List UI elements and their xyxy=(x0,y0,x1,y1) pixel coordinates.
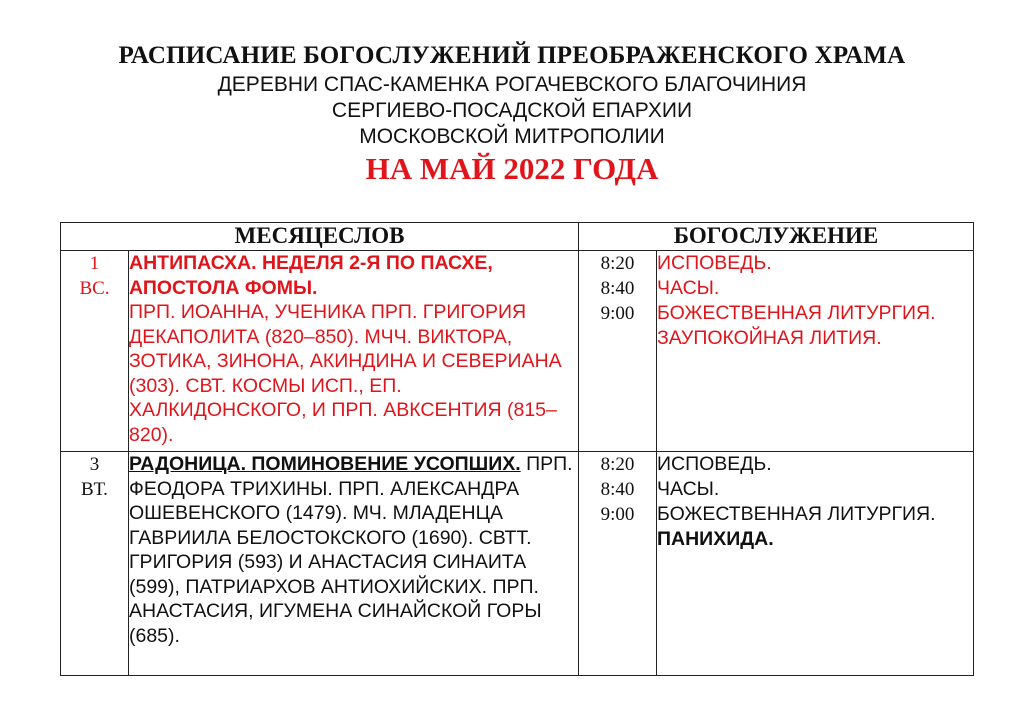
date-cell xyxy=(61,452,129,676)
day-number: 1 xyxy=(89,253,100,274)
service-item: БОЖЕСТВЕННАЯ ЛИТУРГИЯ. xyxy=(657,503,936,525)
metropolis-line: МОСКОВСКОЙ МИТРОПОЛИИ xyxy=(359,125,665,148)
diocese-line: СЕРГИЕВО-ПОСАДСКОЙ ЕПАРХИИ xyxy=(331,99,693,122)
day-number: 3 xyxy=(89,454,100,475)
calendar-cell xyxy=(129,452,579,676)
service-item: ПАНИХИДА. xyxy=(657,528,774,550)
service-item: ЗАУПОКОЙНАЯ ЛИТИЯ. xyxy=(657,327,882,349)
calendar-column-header: МЕСЯЦЕСЛОВ xyxy=(61,223,579,251)
schedule-month: НА МАЙ 2022 ГОДА xyxy=(365,151,659,186)
table-header-row xyxy=(61,223,974,251)
table-row xyxy=(61,251,974,452)
service-item: ИСПОВЕДЬ. xyxy=(657,453,772,475)
service-item: ЧАСЫ. xyxy=(657,478,720,500)
time-cell xyxy=(579,452,657,676)
weekday: ВТ. xyxy=(81,479,108,500)
service-column-header: БОГОСЛУЖЕНИЕ xyxy=(579,223,974,251)
service-time: 8:40 xyxy=(600,479,635,500)
service-item: ЧАСЫ. xyxy=(657,277,720,299)
service-time: 8:20 xyxy=(600,454,635,475)
service-item: ИСПОВЕДЬ. xyxy=(657,252,772,274)
service-time: 9:00 xyxy=(600,504,635,525)
table-row xyxy=(61,452,974,676)
feast-line: АНТИПАСХА. НЕДЕЛЯ 2-Я ПО ПАСХЕ, xyxy=(129,252,493,274)
service-cell xyxy=(657,251,974,452)
service-cell xyxy=(657,452,974,676)
schedule-table xyxy=(60,222,974,676)
service-item: БОЖЕСТВЕННАЯ ЛИТУРГИЯ. xyxy=(657,302,936,324)
saints-text: ПРП. ИОАННА, УЧЕНИКА ПРП. ГРИГОРИЯ ДЕКАПОЛИТА (820–850). МЧЧ. ВИКТОРА, ЗОТИКА, ЗИНОНА, АКИНДИНА И СЕВЕРИАНА (303). СВТ. КОСМЫ ИСП., ЕП. ХАЛКИДОНСКОГО, И ПРП. АВКСЕНТИЯ (815–820). xyxy=(129,301,562,446)
feast-title: РАДОНИЦА. ПОМИНОВЕНИЕ УСОПШИХ. xyxy=(129,453,521,475)
weekday: ВС. xyxy=(79,278,110,299)
feast-title xyxy=(129,251,578,300)
service-time: 8:20 xyxy=(600,253,635,274)
feast-line: АПОСТОЛА ФОМЫ. xyxy=(129,276,318,299)
service-time: 9:00 xyxy=(600,303,635,324)
service-time: 8:40 xyxy=(600,278,635,299)
calendar-cell xyxy=(129,251,579,452)
date-cell xyxy=(61,251,129,452)
document-title: РАСПИСАНИЕ БОГОСЛУЖЕНИЙ ПРЕОБРАЖЕНСКОГО ХРАМА xyxy=(118,42,906,69)
saints-text: ПРП. ФЕОДОРА ТРИХИНЫ. ПРП. АЛЕКСАНДРА ОШЕВЕНСКОГО (1479). МЧ. МЛАДЕНЦА ГАВРИИЛА БЕЛОСТОКСКОГО (1690). СВТТ. ГРИГОРИЯ (593) И АНАСТАСИЯ СИНАИТА (599), ПАТРИАРХОВ АНТИОХИЙСКИХ. ПРП. АНАСТАСИЯ, ИГУМЕНА СИНАЙСКОЙ ГОРЫ (685). xyxy=(129,453,573,647)
time-cell xyxy=(579,251,657,452)
parish-line: ДЕРЕВНИ СПАС-КАМЕНКА РОГАЧЕВСКОГО БЛАГОЧИНИЯ xyxy=(217,73,807,96)
